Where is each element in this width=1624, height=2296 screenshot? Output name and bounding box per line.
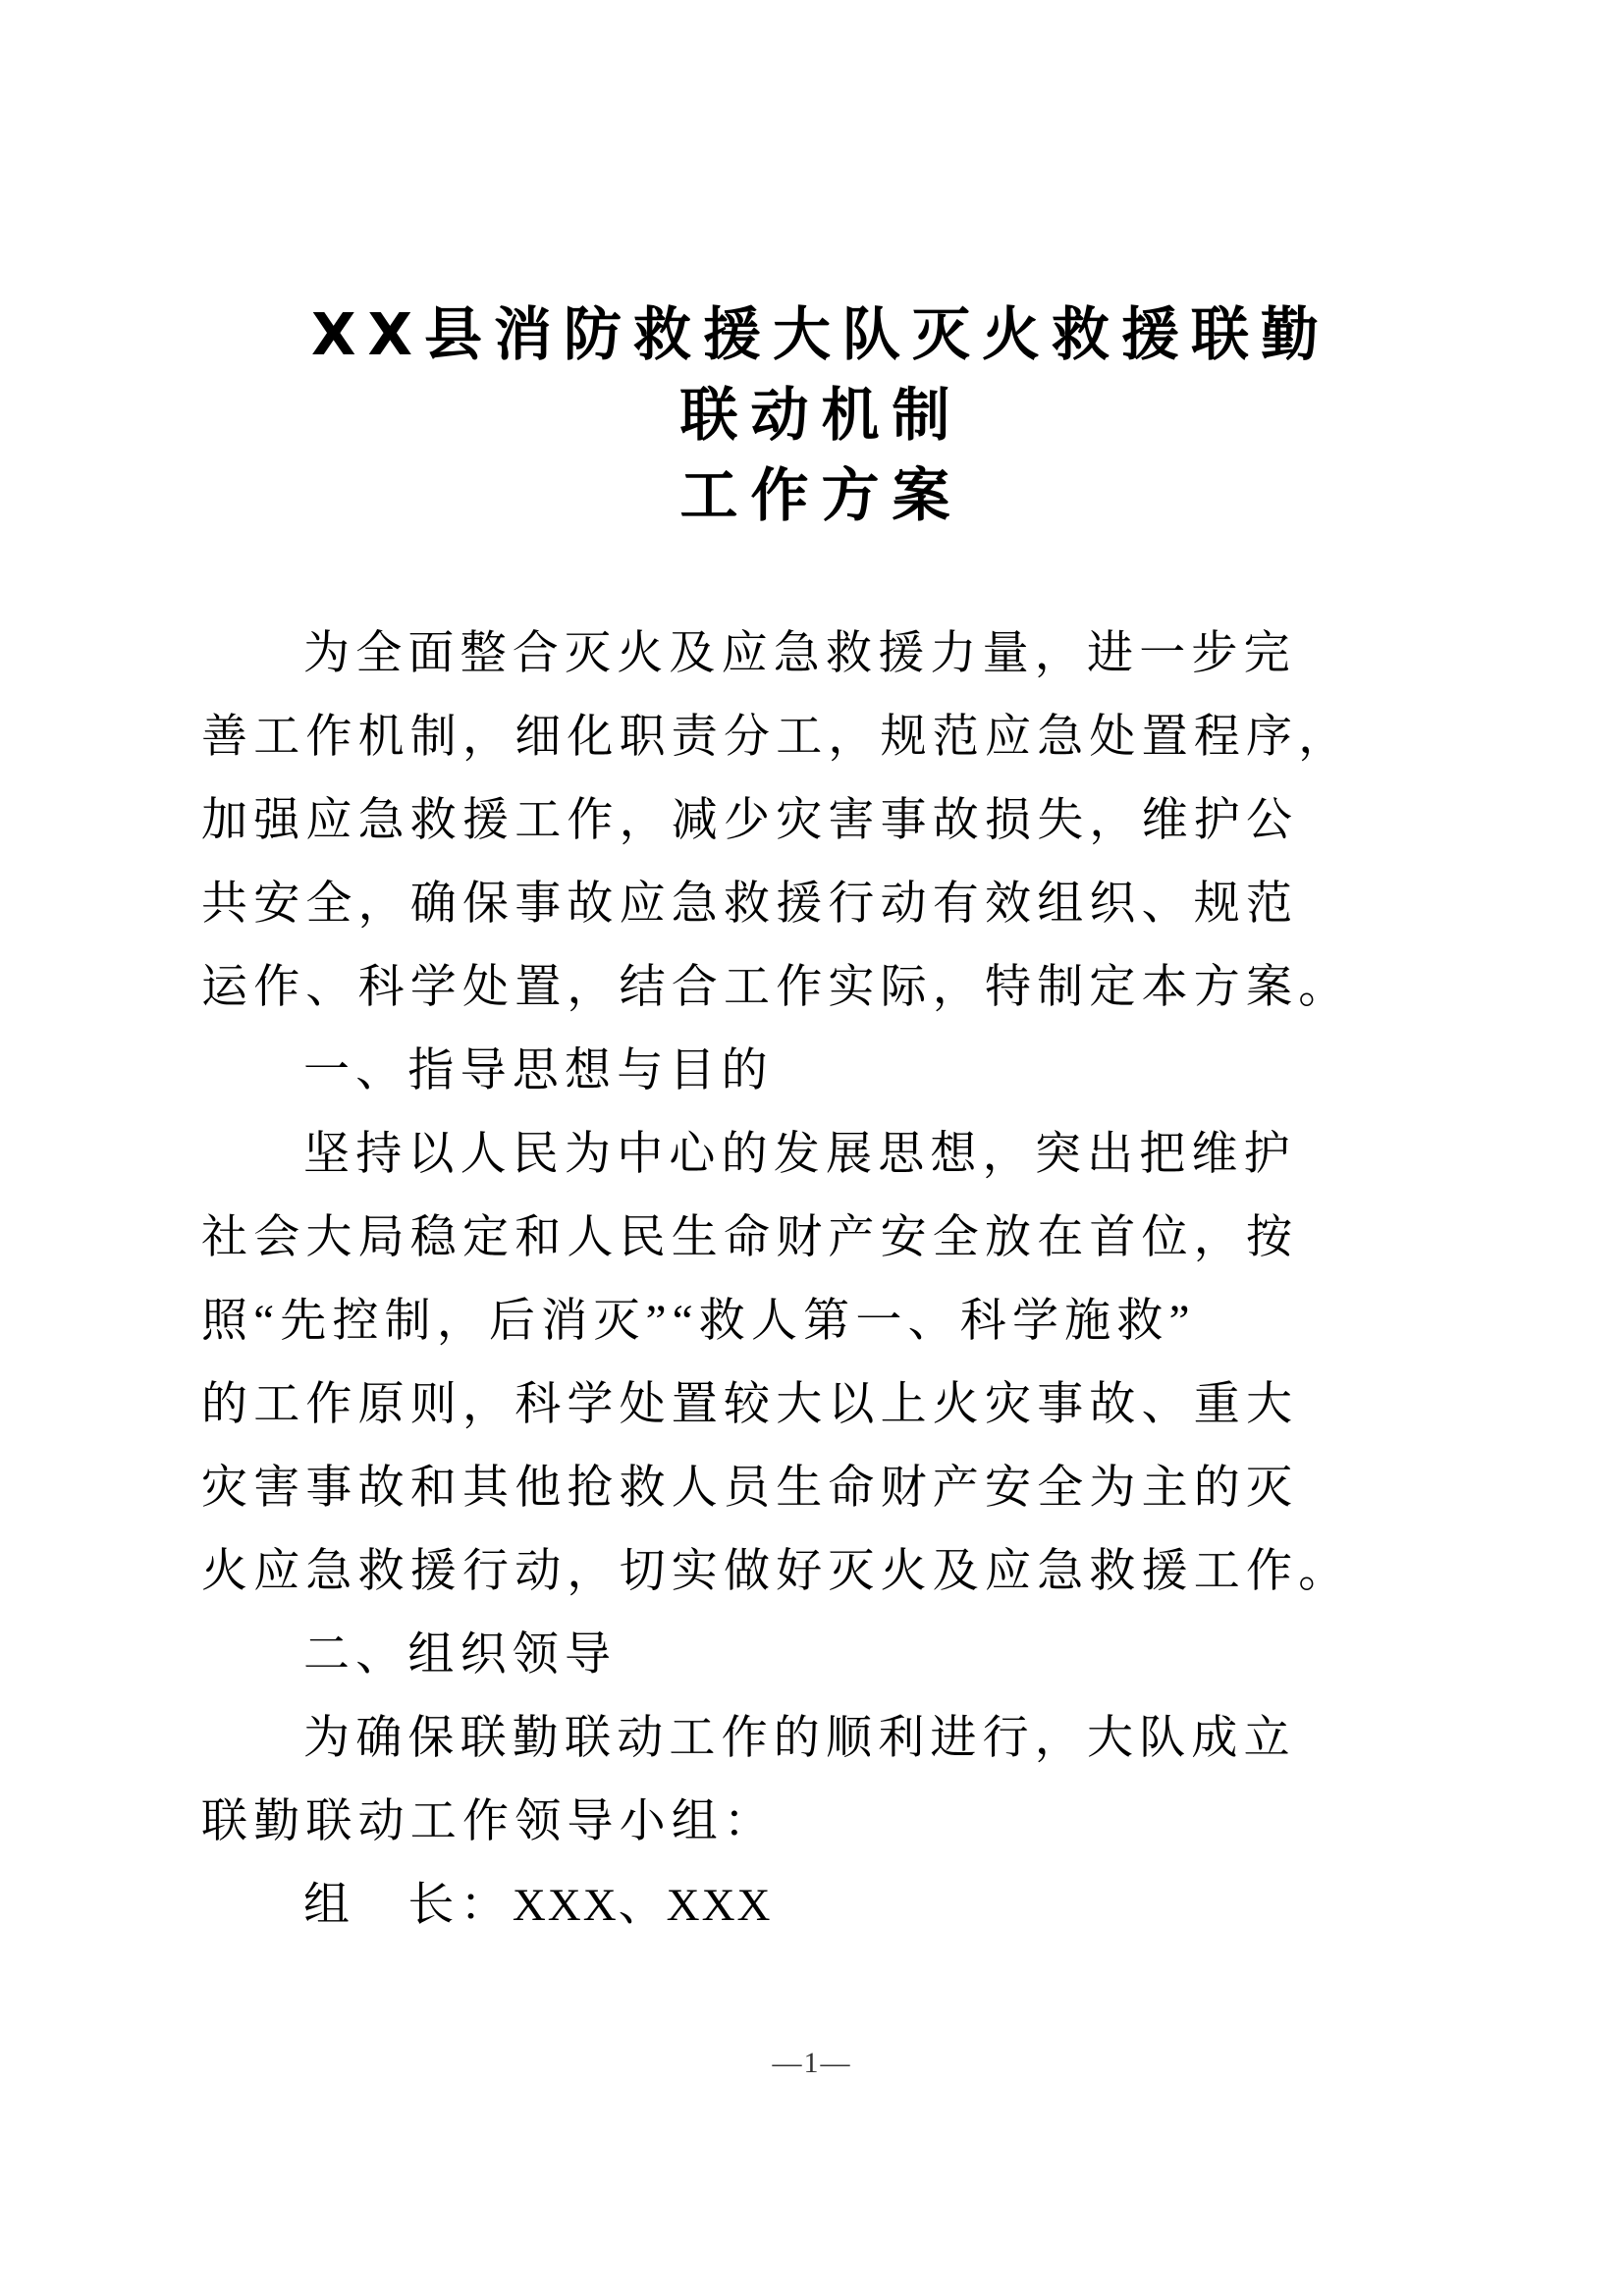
title-line-2: 联动机制 [679, 381, 963, 449]
document-content [201, 0, 1429, 1948]
heading-section-1: 一、指导思想与目的 [303, 1045, 774, 1096]
paragraph-line: 为全面整合灭火及应急救援力量，进一步完 [303, 628, 1296, 679]
paragraph-line: 联勤联动工作领导小组： [201, 1796, 777, 1847]
paragraph-line: 加强应急救援工作，减少灾害事故损失，维护公 [201, 795, 1299, 846]
paragraph-line: 照“先控制，后消灭”“救人第一、科学施救” [201, 1296, 1196, 1347]
paragraph-line: 为确保联勤联动工作的顺利进行，大队成立 [303, 1713, 1296, 1764]
roster-members: XXX、XXX [512, 1880, 773, 1931]
paragraph-line: 坚持以人民为中心的发展思想，突出把维护 [303, 1129, 1296, 1180]
roster-label: 组 长： [303, 1880, 513, 1931]
paragraph-line: 运作、科学处置，结合工作实际，特制定本方案。 [201, 962, 1351, 1013]
title-line-3: 工作方案 [679, 461, 963, 529]
paragraph-line: 的工作原则，科学处置较大以上火灾事故、重大 [201, 1379, 1299, 1430]
heading-section-2: 二、组织领导 [303, 1629, 618, 1681]
paragraph-line: 灾害事故和其他抢救人员生命财产安全为主的灭 [201, 1463, 1299, 1514]
paragraph-line: 火应急救援行动，切实做好灭火及应急救援工作。 [201, 1546, 1351, 1597]
paragraph-line: 社会大局稳定和人民生命财产安全放在首位，按 [201, 1212, 1299, 1263]
paragraph-section-1 [201, 1113, 1429, 1614]
paragraph-section-2 [201, 1697, 1429, 1864]
document-body [201, 613, 1429, 1948]
page-number: —1— [772, 2047, 852, 2079]
paragraph-preamble [201, 613, 1429, 1030]
page-footer [0, 2047, 1624, 2080]
paragraph-line: 善工作机制，细化职责分工，规范应急处置程序， [201, 712, 1351, 763]
document-title [201, 294, 1429, 536]
roster-group-leader [201, 1864, 1429, 1948]
title-line-1: XX县消防救援大队灭火救援联勤 [311, 300, 1330, 368]
paragraph-line: 共安全，确保事故应急救援行动有效组织、规范 [201, 879, 1299, 930]
